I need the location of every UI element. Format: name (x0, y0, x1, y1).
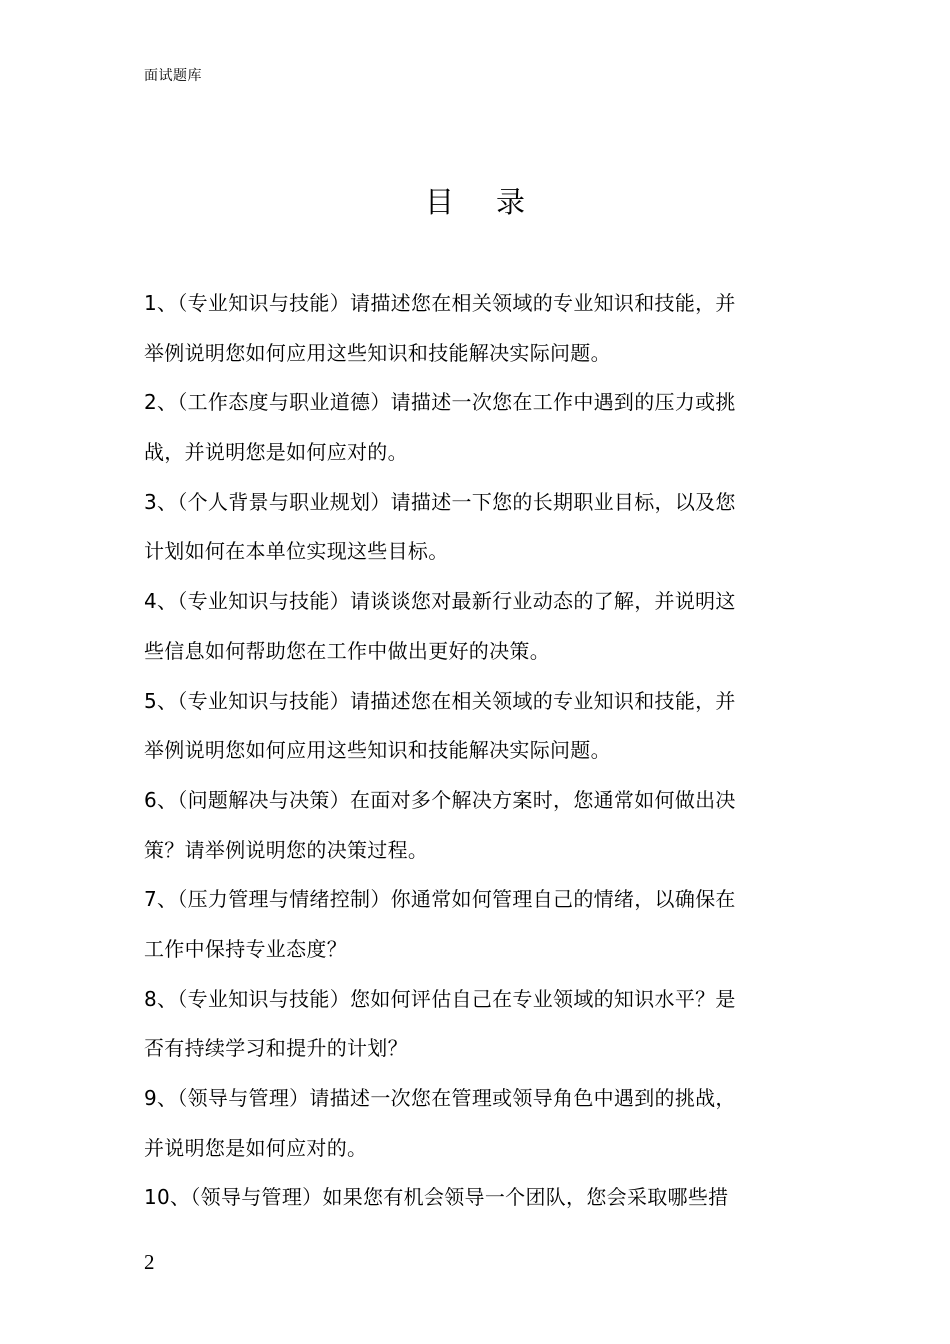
toc-line: 1、（专业知识与技能）请描述您在相关领域的专业知识和技能，并 (144, 291, 736, 315)
page-number: 2 (144, 1250, 155, 1274)
running-header: 面试题库 (144, 68, 202, 84)
page-title (0, 182, 950, 222)
toc-line: 3、（个人背景与职业规划）请描述一下您的长期职业目标，以及您 (144, 489, 736, 514)
toc-line: 10、（领导与管理）如果您有机会领导一个团队，您会采取哪些措 (144, 1185, 729, 1210)
toc-line: 2、（工作态度与职业道德）请描述一次您在工作中遇到的压力或挑 (144, 390, 736, 415)
title-char-1: 目 (424, 185, 454, 219)
toc-line: 7、（压力管理与情绪控制）你通常如何管理自己的情绪，以确保在 (144, 887, 736, 912)
toc-line: 战，并说明您是如何应对的。 (144, 440, 408, 465)
toc-line: 举例说明您如何应用这些知识和技能解决实际问题。 (144, 340, 611, 365)
toc-line: 否有持续学习和提升的计划？ (144, 1036, 408, 1061)
toc-line: 4、（专业知识与技能）请谈谈您对最新行业动态的了解，并说明这 (144, 589, 736, 614)
toc-line: 举例说明您如何应用这些知识和技能解决实际问题。 (144, 738, 611, 763)
toc-line: 5、（专业知识与技能）请描述您在相关领域的专业知识和技能，并 (144, 688, 736, 713)
title-char-2: 录 (496, 185, 526, 219)
table-of-contents (144, 279, 809, 1223)
toc-line: 8、（专业知识与技能）您如何评估自己在专业领域的知识水平？是 (144, 986, 736, 1011)
toc-line: 6、（问题解决与决策）在面对多个解决方案时，您通常如何做出决 (144, 787, 736, 812)
toc-line: 工作中保持专业态度？ (144, 936, 347, 961)
toc-line: 些信息如何帮助您在工作中做出更好的决策。 (144, 638, 550, 663)
toc-line: 计划如何在本单位实现这些目标。 (144, 539, 449, 564)
toc-line: 并说明您是如何应对的。 (144, 1135, 368, 1160)
toc-line: 9、（领导与管理）请描述一次您在管理或领导角色中遇到的挑战， (144, 1086, 736, 1110)
toc-line: 策？请举例说明您的决策过程。 (144, 837, 429, 862)
